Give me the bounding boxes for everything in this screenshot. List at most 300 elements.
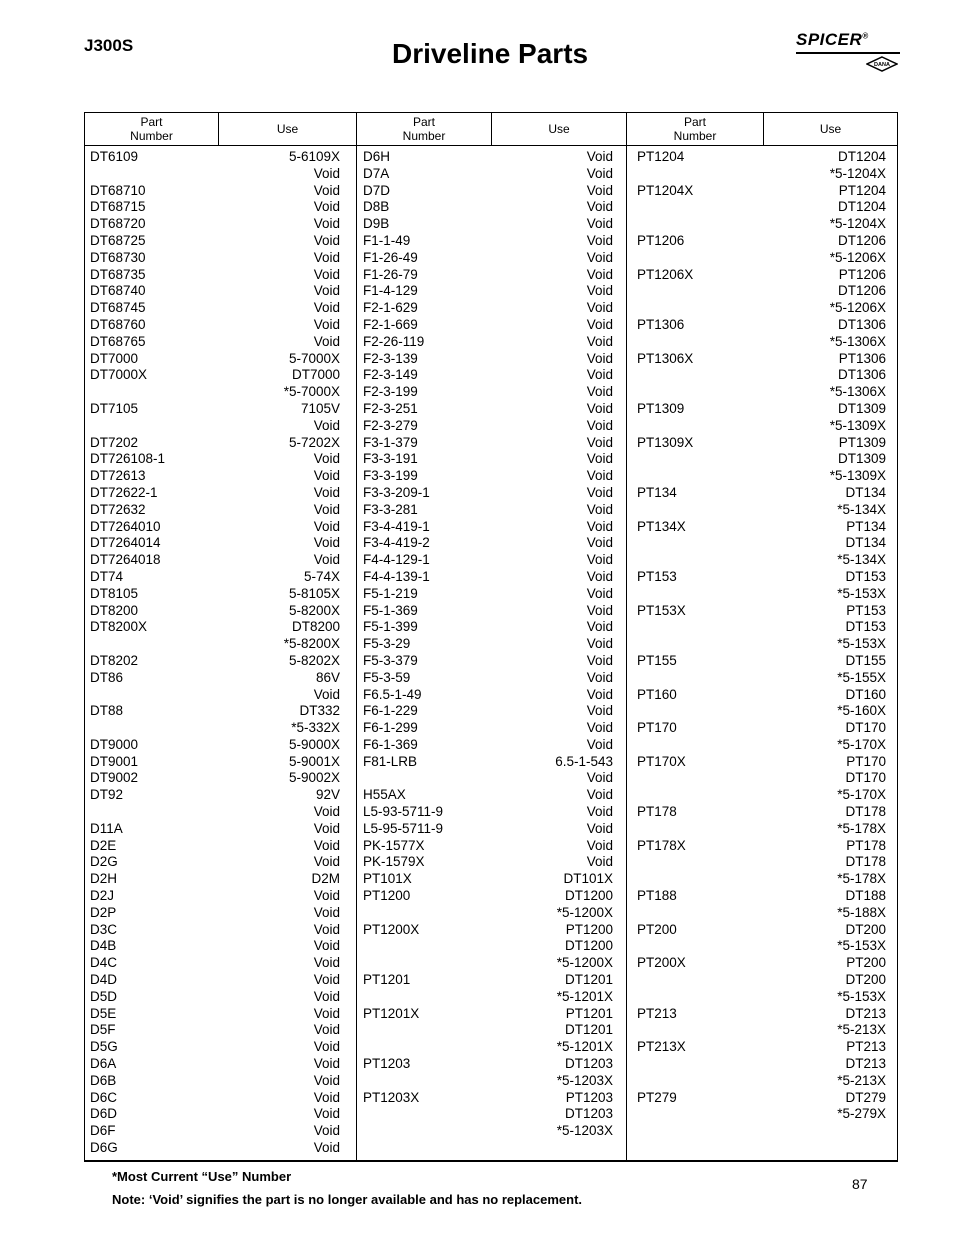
table-row <box>363 838 613 855</box>
use-value: Void <box>313 854 340 870</box>
use-value: Void <box>586 417 613 433</box>
use-value: *5-1204X <box>829 216 886 232</box>
use-value: Void <box>586 837 613 853</box>
part-number: DT726108-1 <box>90 451 166 467</box>
table-row <box>90 619 340 636</box>
table-row <box>90 519 340 536</box>
part-number: DT68735 <box>90 266 146 282</box>
table-row <box>637 804 886 821</box>
part-number: D11A <box>90 820 123 836</box>
table-row <box>637 1073 886 1090</box>
use-value: Void <box>586 283 613 299</box>
table-row <box>363 519 613 536</box>
table-row <box>363 586 613 603</box>
use-value: Void <box>313 1005 340 1021</box>
table-row <box>637 687 886 704</box>
table-row <box>363 384 613 401</box>
parts-column-2 <box>363 149 613 1140</box>
part-number: F2-3-139 <box>363 350 418 366</box>
use-value: DT7000 <box>291 367 340 383</box>
table-row <box>637 955 886 972</box>
use-value: Void <box>586 568 613 584</box>
use-value: *5-1309X <box>829 417 886 433</box>
part-number: D6B <box>90 1072 117 1088</box>
part-number: D6G <box>90 1140 118 1156</box>
use-value: PT1306 <box>838 350 886 366</box>
use-value: DT1200 <box>564 938 613 954</box>
part-number: DT68730 <box>90 249 146 265</box>
use-value: Void <box>586 669 613 685</box>
use-value: 5-8200X <box>288 602 340 618</box>
table-row <box>363 317 613 334</box>
page-title: Driveline Parts <box>392 38 589 69</box>
use-value: *5-1203X <box>556 1072 613 1088</box>
part-number: DT8202 <box>90 652 139 668</box>
part-number: F3-3-281 <box>363 501 418 517</box>
use-value: Void <box>586 249 613 265</box>
part-number: DT92 <box>90 787 124 803</box>
model-code: J300S <box>84 36 134 55</box>
part-number: F6-1-369 <box>363 736 418 752</box>
part-number: DT68745 <box>90 300 146 316</box>
use-value: Void <box>313 266 340 282</box>
use-value: PT200 <box>846 955 886 971</box>
part-number: F6-1-299 <box>363 720 418 736</box>
table-row <box>90 166 340 183</box>
use-value: Void <box>586 787 613 803</box>
use-value: Void <box>586 182 613 198</box>
table-row <box>90 468 340 485</box>
use-value: *5-1200X <box>556 955 613 971</box>
part-number: F5-3-379 <box>363 652 418 668</box>
part-number: F3-4-419-1 <box>363 518 430 534</box>
use-value: PT1204 <box>838 182 886 198</box>
table-row <box>637 199 886 216</box>
table-row <box>90 1140 340 1157</box>
part-number: D5F <box>90 1022 116 1038</box>
part-number: F2-3-199 <box>363 384 418 400</box>
use-value: 7105V <box>300 400 340 416</box>
use-value: PT153 <box>846 602 886 618</box>
part-number: PT160 <box>637 686 677 702</box>
part-number: PT155 <box>637 652 677 668</box>
part-number: F3-1-379 <box>363 434 418 450</box>
table-row <box>637 720 886 737</box>
part-number: F2-1-669 <box>363 316 418 332</box>
table-row <box>363 166 613 183</box>
table-row <box>90 384 340 401</box>
use-value: DT160 <box>845 686 886 702</box>
use-value: 5-74X <box>303 568 340 584</box>
use-value: Void <box>313 804 340 820</box>
part-number: PT134 <box>637 484 677 500</box>
use-value: Void <box>313 988 340 1004</box>
table-row <box>363 435 613 452</box>
part-number: D4B <box>90 938 117 954</box>
table-row <box>363 972 613 989</box>
table-row <box>90 300 340 317</box>
use-value: *5-160X <box>837 703 886 719</box>
table-row <box>363 938 613 955</box>
part-number: DT6109 <box>90 149 139 164</box>
table-row <box>90 1123 340 1140</box>
use-value: Void <box>586 300 613 316</box>
use-value: Void <box>586 686 613 702</box>
use-value: Void <box>586 602 613 618</box>
table-row <box>90 552 340 569</box>
use-value: Void <box>586 535 613 551</box>
table-row <box>90 569 340 586</box>
part-number: PT170X <box>637 753 686 769</box>
use-value: Void <box>313 837 340 853</box>
part-number: D4D <box>90 972 118 988</box>
use-value: Void <box>586 736 613 752</box>
use-value: Void <box>313 1056 340 1072</box>
table-row <box>363 1090 613 1107</box>
table-row <box>90 435 340 452</box>
part-number: PT178 <box>637 804 677 820</box>
table-row <box>637 334 886 351</box>
part-number: PK-1577X <box>363 837 425 853</box>
use-value: PT213 <box>846 1039 886 1055</box>
part-number: F2-3-251 <box>363 400 418 416</box>
part-number: PT1200X <box>363 921 420 937</box>
table-row <box>90 754 340 771</box>
table-row <box>90 351 340 368</box>
part-number: D6A <box>90 1056 117 1072</box>
table-row <box>363 1073 613 1090</box>
table-row <box>90 283 340 300</box>
table-row <box>637 670 886 687</box>
use-value: *5-1206X <box>829 249 886 265</box>
use-value: DT1206 <box>837 283 886 299</box>
table-row <box>363 199 613 216</box>
part-number: DT7264014 <box>90 535 161 551</box>
part-number: PT1206 <box>637 232 685 248</box>
use-value: Void <box>586 619 613 635</box>
table-row <box>363 250 613 267</box>
use-value: Void <box>586 518 613 534</box>
table-row <box>90 535 340 552</box>
use-value: DT1203 <box>564 1106 613 1122</box>
part-number: PT1306X <box>637 350 694 366</box>
use-value: Void <box>313 501 340 517</box>
use-value: DT1204 <box>837 149 886 164</box>
use-value: Void <box>313 216 340 232</box>
table-row <box>363 888 613 905</box>
part-number: D7A <box>363 165 390 181</box>
table-row <box>637 485 886 502</box>
use-value: Void <box>586 484 613 500</box>
use-value: Void <box>586 350 613 366</box>
table-row <box>637 384 886 401</box>
table-row <box>637 183 886 200</box>
table-row <box>637 451 886 468</box>
table-row <box>363 737 613 754</box>
table-row <box>363 149 613 166</box>
use-value: Void <box>586 451 613 467</box>
table-row <box>90 838 340 855</box>
use-value: DT200 <box>845 921 886 937</box>
header-part-number-2: Part Number <box>357 113 492 145</box>
part-number: D6H <box>363 149 391 164</box>
table-row <box>637 267 886 284</box>
use-value: Void <box>313 283 340 299</box>
part-number: D2E <box>90 837 117 853</box>
part-number: F2-3-279 <box>363 417 418 433</box>
logo-rule <box>796 52 900 54</box>
part-number: D5G <box>90 1039 118 1055</box>
table-row <box>363 770 613 787</box>
use-value: DT178 <box>845 854 886 870</box>
part-number: DT7202 <box>90 434 139 450</box>
part-number: PT134X <box>637 518 686 534</box>
table-row <box>90 418 340 435</box>
use-value: *5-8200X <box>283 636 340 652</box>
table-row <box>363 283 613 300</box>
use-value: PT1206 <box>838 266 886 282</box>
table-row <box>637 367 886 384</box>
table-row <box>363 351 613 368</box>
table-row <box>637 300 886 317</box>
table-row <box>637 418 886 435</box>
brand-name: SPICER® <box>796 30 869 49</box>
table-row <box>90 972 340 989</box>
table-row <box>90 149 340 166</box>
table-row <box>637 1039 886 1056</box>
note-current-use: *Most Current “Use” Number <box>112 1169 292 1184</box>
use-value: DT178 <box>845 804 886 820</box>
use-value: 5-8202X <box>288 652 340 668</box>
table-row <box>637 166 886 183</box>
use-value: *5-153X <box>837 585 886 601</box>
use-value: PT1309 <box>838 434 886 450</box>
table-row <box>90 905 340 922</box>
use-value: PT178 <box>846 837 886 853</box>
part-number: D3C <box>90 921 118 937</box>
table-row <box>637 502 886 519</box>
table-row <box>637 653 886 670</box>
table-row <box>90 267 340 284</box>
use-value: *5-1306X <box>829 333 886 349</box>
use-value: Void <box>313 1089 340 1105</box>
header-use-2: Use <box>492 113 627 145</box>
part-number: F5-1-219 <box>363 585 418 601</box>
part-number: F3-3-209-1 <box>363 484 430 500</box>
part-number: PT213 <box>637 1005 677 1021</box>
use-value: Void <box>313 316 340 332</box>
table-row <box>637 1056 886 1073</box>
table-row <box>637 854 886 871</box>
part-number: PT1306 <box>637 316 685 332</box>
use-value: DT134 <box>845 535 886 551</box>
part-number: PK-1579X <box>363 854 425 870</box>
table-row <box>90 183 340 200</box>
table-row <box>637 468 886 485</box>
part-number: F1-26-79 <box>363 266 418 282</box>
use-value: DT1201 <box>564 972 613 988</box>
table-row <box>363 905 613 922</box>
use-value: 5-9001X <box>288 753 340 769</box>
use-value: Void <box>313 1123 340 1139</box>
table-row <box>363 535 613 552</box>
table-row <box>363 233 613 250</box>
use-value: PT1201 <box>565 1005 613 1021</box>
use-value: Void <box>313 165 340 181</box>
part-number: PT1203 <box>363 1056 411 1072</box>
use-value: Void <box>586 400 613 416</box>
use-value: *5-213X <box>837 1072 886 1088</box>
part-number: F5-1-369 <box>363 602 418 618</box>
use-value: Void <box>586 652 613 668</box>
use-value: PT1203 <box>565 1089 613 1105</box>
use-value: *5-1306X <box>829 384 886 400</box>
use-value: Void <box>313 417 340 433</box>
part-number: D7D <box>363 182 391 198</box>
part-number: PT1204 <box>637 149 685 164</box>
table-row <box>90 250 340 267</box>
part-number: F3-4-419-2 <box>363 535 430 551</box>
part-number: DT72632 <box>90 501 146 517</box>
part-number: DT7264010 <box>90 518 161 534</box>
table-row <box>90 334 340 351</box>
use-value: DT1200 <box>564 888 613 904</box>
part-number: D8B <box>363 199 390 215</box>
table-row <box>363 804 613 821</box>
table-row <box>363 485 613 502</box>
part-number: F1-26-49 <box>363 249 418 265</box>
table-row <box>637 972 886 989</box>
use-value: DT1203 <box>564 1056 613 1072</box>
table-row <box>363 267 613 284</box>
part-number: F1-4-129 <box>363 283 418 299</box>
use-value: Void <box>313 300 340 316</box>
use-value: 5-8105X <box>288 585 340 601</box>
dana-diamond-icon <box>866 56 898 72</box>
use-value: DT1206 <box>837 232 886 248</box>
part-number: DT7000X <box>90 367 148 383</box>
use-value: *5-1201X <box>556 1039 613 1055</box>
use-value: DT1309 <box>837 451 886 467</box>
use-value: *5-1200X <box>556 904 613 920</box>
table-row <box>363 552 613 569</box>
table-row <box>363 687 613 704</box>
use-value: *5-213X <box>837 1022 886 1038</box>
part-number: DT72622-1 <box>90 484 158 500</box>
use-value: DT188 <box>845 888 886 904</box>
use-value: DT1306 <box>837 316 886 332</box>
part-number: DT9000 <box>90 736 139 752</box>
use-value: Void <box>313 232 340 248</box>
use-value: Void <box>586 367 613 383</box>
table-row <box>90 737 340 754</box>
use-value: Void <box>586 149 613 164</box>
table-row <box>90 636 340 653</box>
table-row <box>637 351 886 368</box>
use-value: Void <box>586 232 613 248</box>
part-number: DT7105 <box>90 400 139 416</box>
part-number: PT188 <box>637 888 677 904</box>
use-value: 5-9002X <box>288 770 340 786</box>
table-row <box>637 787 886 804</box>
table-row <box>90 1006 340 1023</box>
table-row <box>363 1039 613 1056</box>
part-number: DT68710 <box>90 182 146 198</box>
table-row <box>363 821 613 838</box>
header-use-3: Use <box>819 122 842 136</box>
part-number: PT170 <box>637 720 677 736</box>
use-value: *5-1206X <box>829 300 886 316</box>
header-use-1: Use <box>219 113 357 145</box>
use-value: Void <box>313 484 340 500</box>
part-number: D6C <box>90 1089 118 1105</box>
part-number: F2-1-629 <box>363 300 418 316</box>
use-value: *5-134X <box>837 552 886 568</box>
table-row <box>637 938 886 955</box>
note-void: Note: ‘Void’ signifies the part is no longer available and has no replacement. <box>112 1192 583 1207</box>
part-number: PT1309X <box>637 434 694 450</box>
table-row <box>90 1039 340 1056</box>
table-row <box>90 871 340 888</box>
table-row <box>90 804 340 821</box>
part-number: D2H <box>90 871 118 887</box>
part-number: F4-4-129-1 <box>363 552 430 568</box>
use-value: Void <box>586 384 613 400</box>
use-value: Void <box>313 1039 340 1055</box>
use-value: Void <box>313 972 340 988</box>
use-value: DT101X <box>563 871 613 887</box>
use-value: *5-1203X <box>556 1123 613 1139</box>
part-number: L5-93-5711-9 <box>363 804 444 820</box>
table-row <box>90 938 340 955</box>
table-row <box>363 1006 613 1023</box>
part-number: PT1309 <box>637 400 685 416</box>
table-row <box>363 451 613 468</box>
use-value: Void <box>586 703 613 719</box>
table-row <box>363 569 613 586</box>
use-value: *5-170X <box>837 787 886 803</box>
parts-table <box>84 112 898 1162</box>
table-row <box>90 770 340 787</box>
table-row <box>90 955 340 972</box>
table-row <box>363 871 613 888</box>
part-number: PT1206X <box>637 266 694 282</box>
part-number: H55AX <box>363 787 406 803</box>
header-divider <box>85 145 897 146</box>
part-number: DT68740 <box>90 283 146 299</box>
use-value: Void <box>313 888 340 904</box>
part-number: D5D <box>90 988 118 1004</box>
use-value: Void <box>586 804 613 820</box>
use-value: DT1204 <box>837 199 886 215</box>
table-row <box>90 687 340 704</box>
table-row <box>363 216 613 233</box>
part-number: PT153X <box>637 602 686 618</box>
use-value: *5-134X <box>837 501 886 517</box>
use-value: Void <box>313 199 340 215</box>
use-value: DT332 <box>299 703 340 719</box>
use-value: 5-7202X <box>288 434 340 450</box>
use-value: Void <box>313 535 340 551</box>
use-value: DT200 <box>845 972 886 988</box>
part-number: D2P <box>90 904 117 920</box>
table-row <box>363 603 613 620</box>
use-value: DT1201 <box>564 1022 613 1038</box>
table-row <box>363 787 613 804</box>
table-row <box>363 854 613 871</box>
parts-column-3 <box>637 149 886 1123</box>
table-row <box>637 250 886 267</box>
